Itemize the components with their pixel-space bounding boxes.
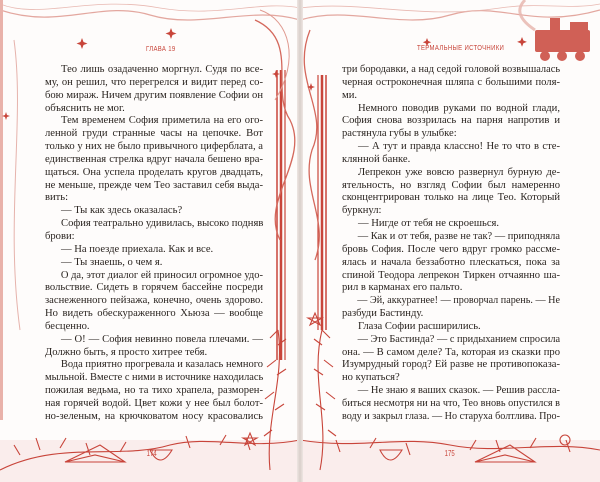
text-line: спиной Теодора лепрекон Тиркен отчаянно ша- [342, 269, 560, 281]
text-line: — Эй, аккуратнее! — проворчал парень. — Не [357, 295, 560, 307]
text-line: но купаться? [342, 372, 400, 384]
text-line: — Нигде от тебя не скроешься. [358, 218, 500, 230]
text-line: му, он решил, что перегрелся и видит перед со- [45, 76, 263, 88]
vertical-bars [277, 70, 285, 360]
text-line: Изумрудный город? Ей разве не противопоказа- [342, 359, 560, 371]
text-line: Немного поводив руками по водной глади, [358, 102, 560, 114]
text-line: ная горячей водой. Цвет кожи у нее был болот- [45, 397, 263, 409]
text-line: но-зеленым, на крючковатом носу красовались [45, 410, 263, 422]
text-line: только у них не было привычного циферблата, а [45, 141, 263, 153]
text-line: Вода приятно прогревала и казалась немного [60, 359, 264, 371]
text-line: вить: [45, 192, 69, 204]
text-line: — Не знаю я ваших сказок. — Решив рассла- [357, 385, 560, 397]
text-line: — Как и от тебя, разве не так? — приподняла [357, 230, 561, 242]
text-line: клянной банке. [342, 153, 411, 165]
text-line: буркнул: [342, 205, 382, 217]
text-line: — Ты как здесь оказалась? [61, 205, 183, 217]
vertical-bars [318, 75, 326, 330]
text-line: три бородавки, а над седой головой возвышалась [342, 64, 561, 75]
text-line: О да, этот диалог ей приносил огромное удо- [60, 269, 263, 281]
text-line: мыльной. Вместе с ними в источнике находилась [45, 372, 264, 384]
text-line: щаться. Она успела проделать кругов двадцать, [45, 166, 263, 178]
page-number: 174 [146, 449, 157, 458]
text-line: Но видеть обескураженного Хьюза — вообще [45, 308, 263, 320]
text-line: — Это Бастинда? — с придыханием спросила [357, 333, 561, 345]
right-body-text [342, 64, 560, 424]
text-line: бесценно. [45, 320, 90, 332]
text-line: ятельность, но взгляд Софии был намеренно [342, 179, 560, 191]
text-line: вольствие. Сидеть в горячем бассейне посреди [45, 282, 263, 294]
text-line: черная остроконечная шляпа с большими поля- [342, 76, 560, 88]
text-line: заснеженного пейзажа, конечно, очень здорово. [45, 295, 263, 307]
text-line: — О! — София невинно повела плечами. — [61, 333, 263, 345]
chapter-header: ГЛАВА 19 [146, 44, 176, 53]
page-number: 175 [444, 449, 455, 458]
train-icon [520, 0, 590, 61]
text-line: разбуди Бастинду. [342, 308, 424, 320]
text-line: рил в карманах его пальто. [342, 282, 463, 294]
text-line: воду и закрыл глаза. — Но старуха болтлива. Про- [342, 410, 560, 422]
text-line: Лепрекон уже вовсю развернул бурную де- [358, 166, 560, 178]
text-line: София снова воззрилась на парня напротив и [342, 115, 560, 127]
text-line: ми. [342, 89, 358, 101]
section-header: ТЕРМАЛЬНЫЕ ИСТОЧНИКИ [417, 43, 505, 52]
text-line: биться несмотря ни на что, Тео вновь опустился в [342, 397, 560, 409]
book-gutter [297, 0, 303, 482]
text-line: Тем временем София приметила на его ого- [61, 115, 263, 127]
text-line: Глаза Софии расширились. [358, 320, 481, 332]
text-line: Тео лишь озадаченно моргнул. Судя по все- [61, 64, 263, 75]
text-line: единственная стрелка вдруг начала бешено вра- [45, 153, 263, 165]
text-line: объяснить не мог. [45, 102, 125, 114]
text-line: — А тут и правда классно! Не то что в сте- [358, 141, 560, 153]
text-line: — Ты знаешь, о чем я. [61, 256, 163, 268]
text-line: не меньше, прежде чем Тео заставил себя выда- [45, 179, 263, 191]
text-line: ленной груди странные часы на цепочке. Вот [45, 128, 263, 140]
text-line: сконцентрирован только на лице Тео. Который [342, 192, 560, 204]
text-line: Должно быть, я просто хитрее тебя. [45, 346, 208, 358]
text-line: брови: [45, 230, 75, 242]
text-line: она. — В самом деле? Та, которая из сказки про [342, 346, 560, 358]
text-line: — На поезде приехала. Как и все. [61, 243, 214, 255]
text-line: София театрально удивилась, высоко подняв [61, 218, 264, 230]
text-line: бою мираж. Ничем другим появление Софии он [45, 89, 263, 101]
text-line: растянула губы в улыбке: [342, 128, 457, 140]
text-line: бровь София. После чего вдруг громко рассме- [342, 243, 560, 255]
text-line: ялась и начала беззаботно плескаться, пока за [342, 256, 560, 268]
right-page [300, 0, 600, 482]
text-line: пожилая ведьма, но та тихо храпела, разморен- [45, 385, 263, 397]
left-body-text [45, 64, 263, 424]
